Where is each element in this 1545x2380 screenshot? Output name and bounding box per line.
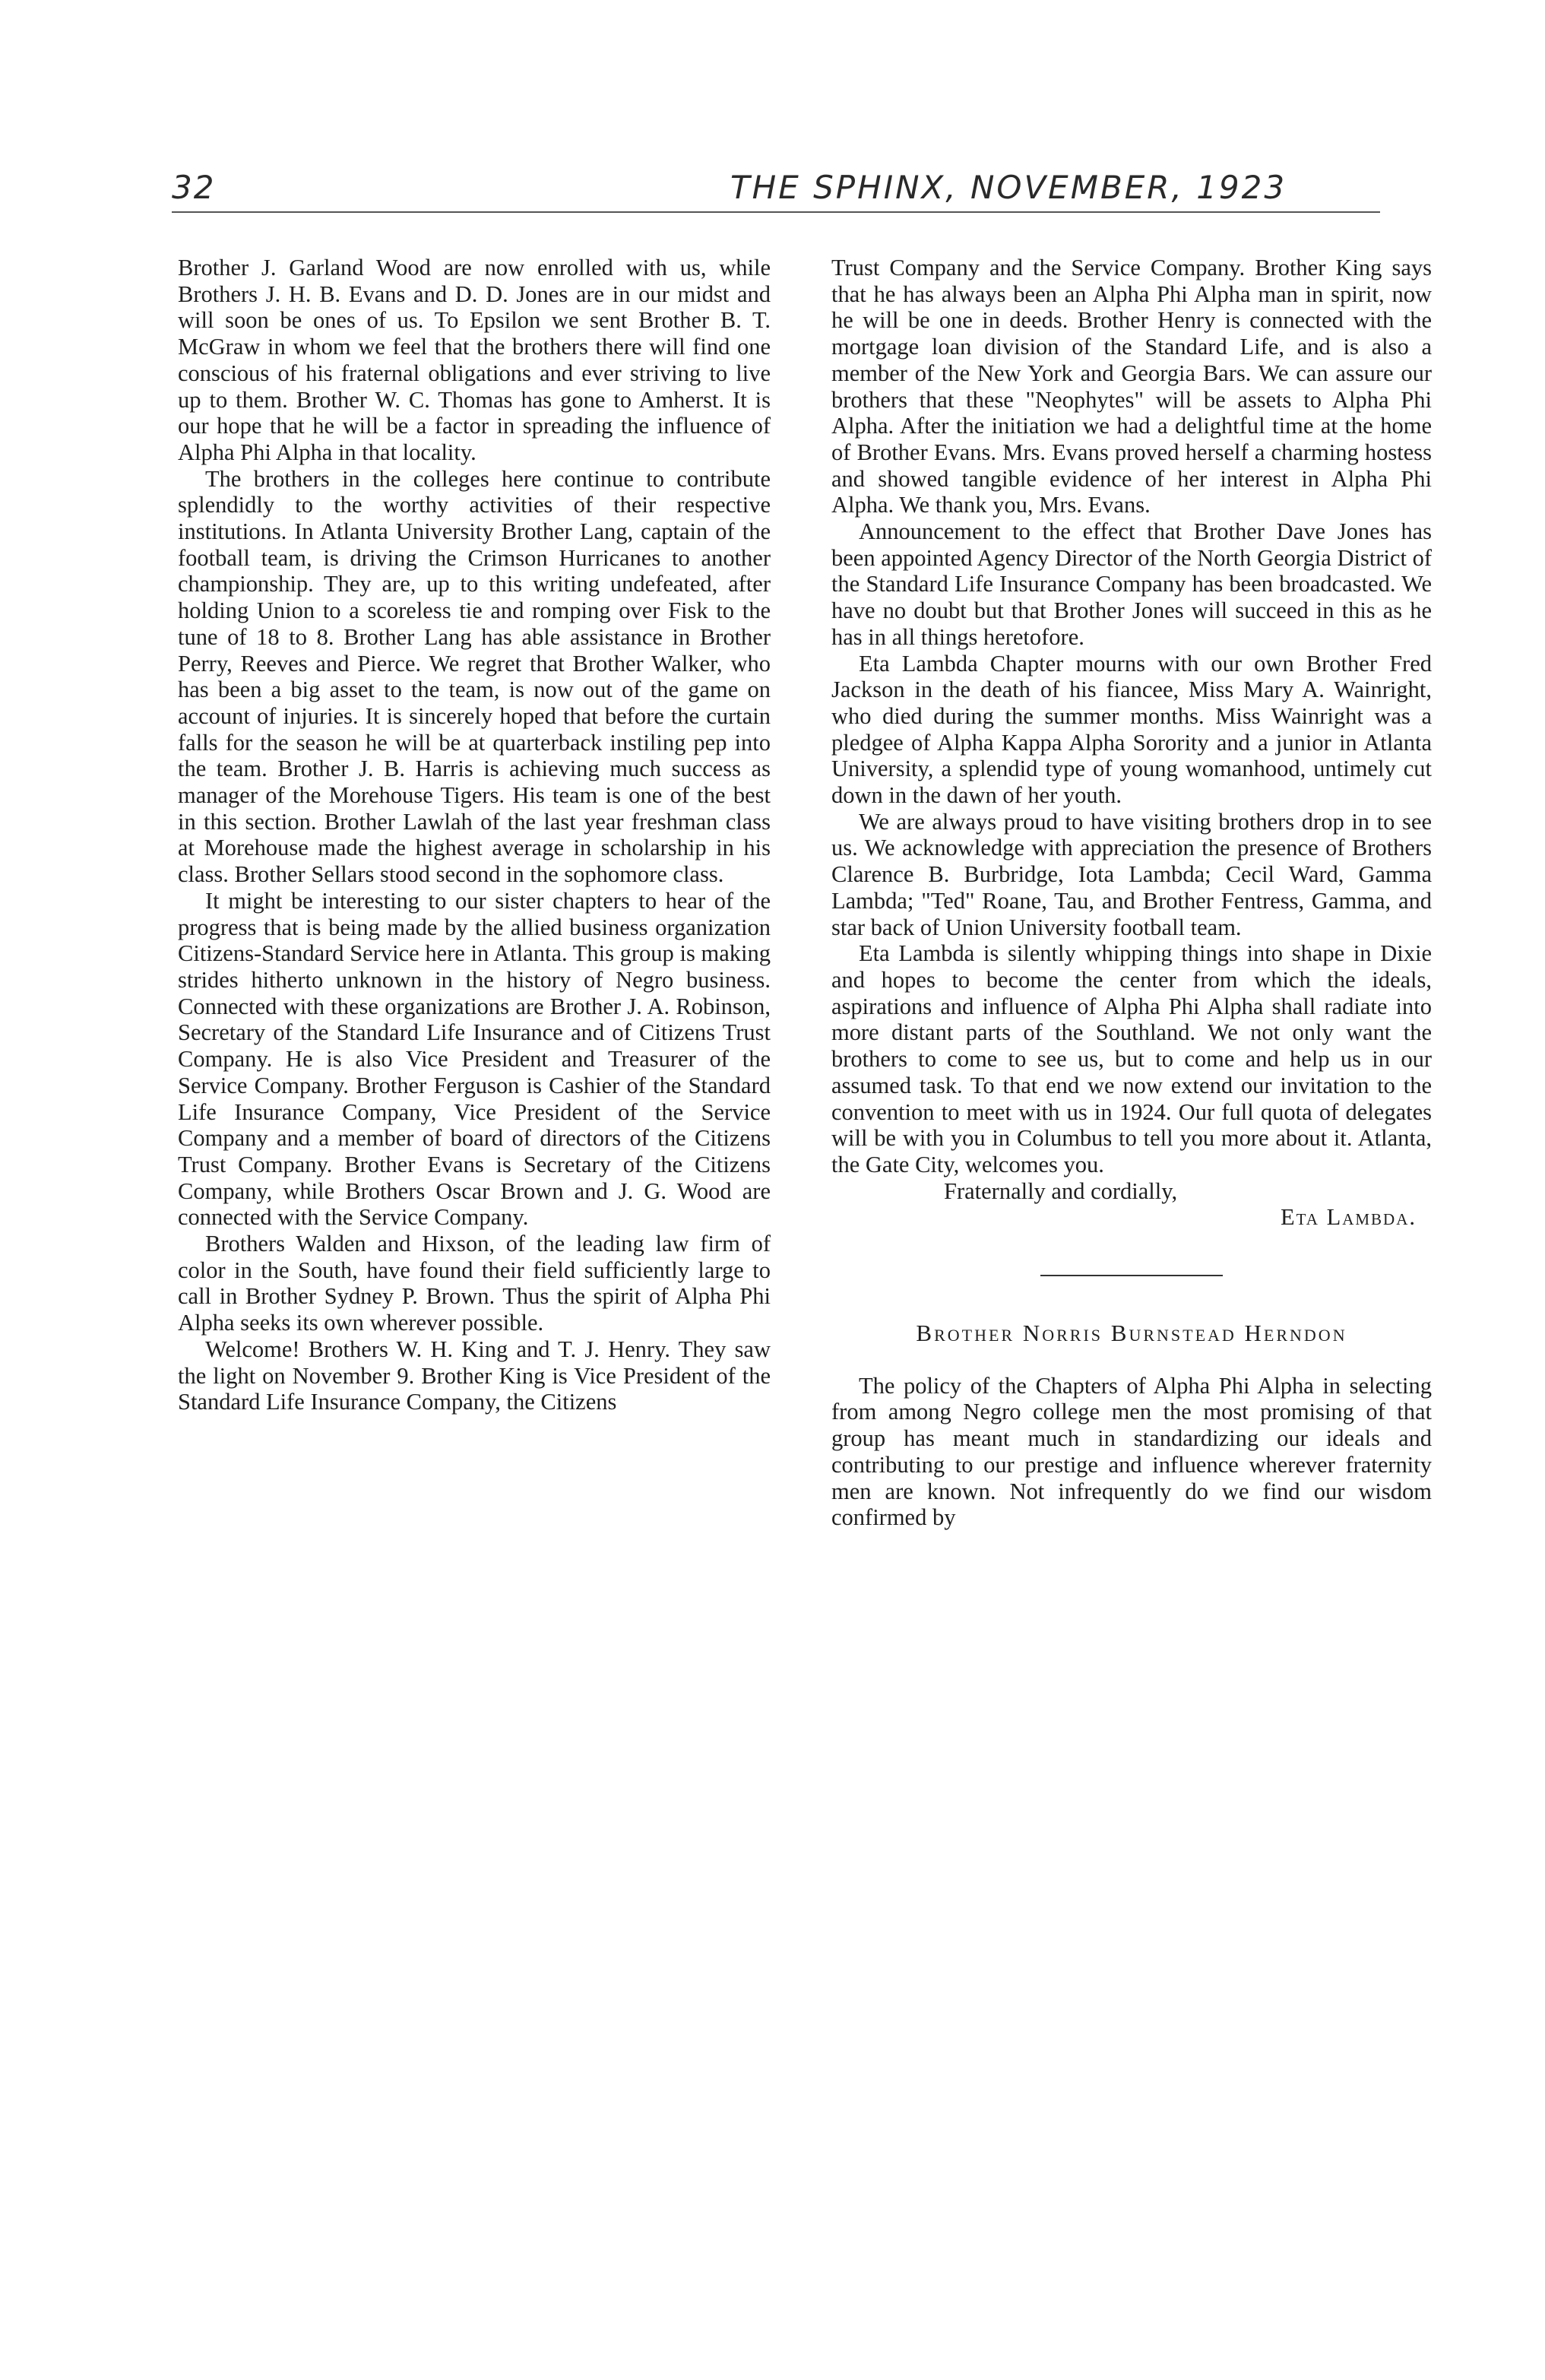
signature: Eta Lambda. <box>1281 1204 1417 1231</box>
closing-line: Fraternally and cordially, <box>944 1177 1178 1204</box>
page-number: 32 <box>172 169 216 206</box>
right-column <box>831 255 1432 2353</box>
paragraph: We are always proud to have visiting brothers drop in to see us. We acknowledge with appreciation the presence of Brothers Clarence B. Burbridge, Iota Lambda; Cecil Ward, Gamma Lambda; "Ted" Roane, Tau, and Brother Fentress, Gamma, and star back of Union University football team. <box>831 808 1432 940</box>
paragraph: Trust Company and the Service Company. Brother King says that he has always been an Alpha Phi Alpha man in spirit, now he will be one in deeds. Brother Henry is connected with the mortgage loan division of the Standard Life, and is also a member of the New York and Georgia Bars. We can assure our brothers that these "Neophytes" will be assets to Alpha Phi Alpha. After the initiation we had a delightful time at the home of Brother Evans. Mrs. Evans proved herself a charming hostess and showed tangible evidence of her interest in Alpha Phi Alpha. We thank you, Mrs. Evans. <box>831 255 1432 518</box>
paragraph: The brothers in the colleges here continue to contribute splendidly to the worthy activities of their respective institutions. In Atlanta University Brother Lang, captain of the football team, is driving the Crimson Hurricanes to another championship. They are, up to this writing undefeated, after holding Union to a scoreless tie and romping over Fisk to the tune of 18 to 8. Brother Lang has able assistance in Brother Perry, Reeves and Pierce. We regret that Brother Walker, who has been a big asset to the team, is now out of the game on account of injuries. It is sincerely hoped that before the curtain falls for the season he will be at quarterback instiling pep into the team. Brother J. B. Harris is achieving much success as manager of the Morehouse Tigers. His team is one of the best in this section. Brother Lawlah of the last year freshman class at Morehouse made the highest average in scholarship in his class. Brother Sellars stood second in the sophomore class. <box>178 465 771 888</box>
paragraph: Eta Lambda is silently whipping things into shape in Dixie and hopes to become the center from which the ideals, aspirations and influence of Alpha Phi Alpha shall radiate into more distant parts of the Southland. We not only want the brothers to come to see us, but to come and help us in our assumed task. To that end we now extend our invitation to the convention to meet with us in 1924. Our full quota of delegates will be with you in Columbus to tell you more about it. Atlanta, the Gate City, welcomes you. <box>831 940 1432 1177</box>
section-divider <box>1040 1275 1223 1276</box>
page-header <box>172 169 1380 213</box>
paragraph: It might be interesting to our sister chapters to hear of the progress that is being made by the allied business organization Citizens-Standard Service here in Atlanta. This group is making strides hitherto unknown in the history of Negro business. Connected with these organizations are Brother J. A. Robinson, Secretary of the Standard Life Insurance and of Citizens Trust Company. He is also Vice President and Treasurer of the Service Company. Brother Ferguson is Cashier of the Standard Life Insurance Company, Vice President of the Service Company and a member of board of directors of the Citizens Trust Company. Brother Evans is Secretary of the Citizens Company, while Brothers Oscar Brown and J. G. Wood are connected with the Service Company. <box>178 887 771 1231</box>
paragraph: Brothers Walden and Hixson, of the leading law firm of color in the South, have found their field sufficiently large to call in Brother Sydney P. Brown. Thus the spirit of Alpha Phi Alpha seeks its own wherever possible. <box>178 1231 771 1336</box>
left-column <box>178 255 771 2353</box>
article-title: Brother Norris Burnstead Herndon <box>916 1320 1347 1347</box>
paragraph: Welcome! Brothers W. H. King and T. J. Henry. They saw the light on November 9. Brother King is Vice President of the Standard Life Insurance Company, the Citizens <box>178 1336 771 1415</box>
running-title: THE SPHINX, NOVEMBER, 1923 <box>730 169 1287 206</box>
paragraph: Announcement to the effect that Brother Dave Jones has been appointed Agency Director of the North Georgia District of the Standard Life Insurance Company has been broadcasted. We have no doubt but that Brother Jones will succeed in this as he has in all things heretofore. <box>831 518 1432 650</box>
paragraph: Brother J. Garland Wood are now enrolled with us, while Brothers J. H. B. Evans and D. D. Jones are in our midst and will soon be ones of us. To Epsilon we sent Brother B. T. McGraw in whom we feel that the brothers there will find one conscious of his fraternal obligations and ever striving to live up to them. Brother W. C. Thomas has gone to Amherst. It is our hope that he will be a factor in spreading the influence of Alpha Phi Alpha in that locality. <box>178 255 771 465</box>
paragraph: The policy of the Chapters of Alpha Phi Alpha in selecting from among Negro college men the most promising of that group has meant much in standardizing our ideals and contributing to our prestige and influence wherever fraternity men are known. Not infrequently do we find our wisdom confirmed by <box>831 1372 1432 1531</box>
paragraph: Eta Lambda Chapter mourns with our own Brother Fred Jackson in the death of his fiancee, Miss Mary A. Wainright, who died during the summer months. Miss Wainright was a pledgee of Alpha Kappa Alpha Sorority and a junior in Atlanta University, a splendid type of young womanhood, untimely cut down in the dawn of her youth. <box>831 650 1432 809</box>
